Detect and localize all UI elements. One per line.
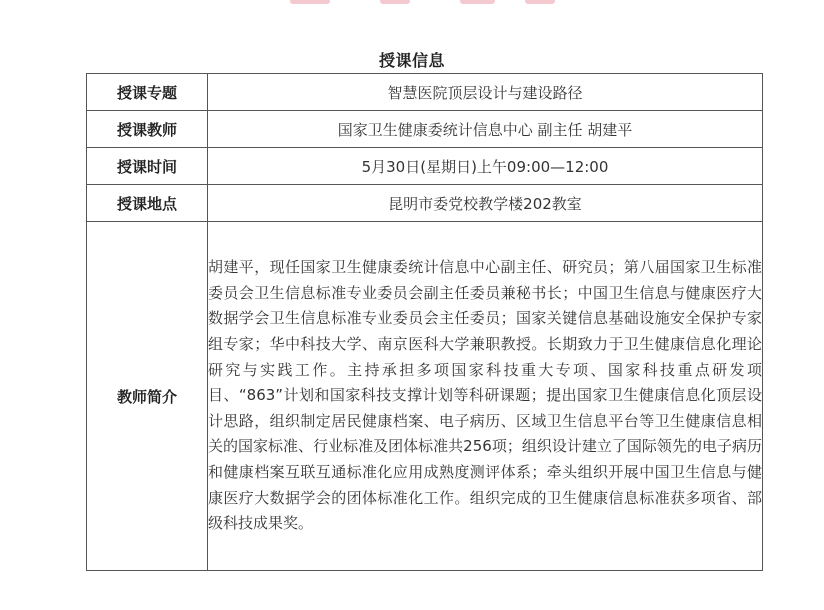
row-value: 智慧医院顶层设计与建设路径 xyxy=(208,74,763,111)
section-title: 授课信息 xyxy=(378,51,445,70)
table-row-topic xyxy=(87,74,763,111)
row-value: 5月30日(星期日)上午09:00—12:00 xyxy=(208,148,763,185)
bio-label: 教师简介 xyxy=(87,222,208,571)
table-row-time xyxy=(87,148,763,185)
row-label: 授课时间 xyxy=(87,148,208,185)
row-label: 授课专题 xyxy=(87,74,208,111)
lecture-info-table xyxy=(86,73,763,571)
table-row-bio xyxy=(87,222,763,571)
row-value: 国家卫生健康委统计信息中心 副主任 胡建平 xyxy=(208,111,763,148)
bio-text: 胡建平，现任国家卫生健康委统计信息中心副主任、研究员；第八届国家卫生标准委员会卫生信息标准专业委员会副主任委员兼秘书长；中国卫生信息与健康医疗大数据学会卫生信息标准专业委员会主任委员；国家关键信息基础设施安全保护专家组专家；华中科技大学、南京医科大学兼职教授。长期致力于卫生健康信息化理论研究与实践工作。主持承担多项国家科技重大专项、国家科技重点研发项目、“863”计划和国家科技支撑计划等科研课题；提出国家卫生健康信息化顶层设计思路，组织制定居民健康档案、电子病历、区域卫生信息平台等卫生健康信息相关的国家标准、行业标准及团体标准共256项；组织设计建立了国际领先的电子病历和健康档案互联互通标准化应用成熟度测评体系；牵头组织开展中国卫生信息与健康医疗大数据学会的团体标准化工作。组织完成的卫生健康信息标准获多项省、部级科技成果奖。 xyxy=(208,222,763,571)
table-row-location xyxy=(87,185,763,222)
row-label: 授课地点 xyxy=(87,185,208,222)
row-value: 昆明市委党校教学楼202教室 xyxy=(208,185,763,222)
row-label: 授课教师 xyxy=(87,111,208,148)
table-row-teacher xyxy=(87,111,763,148)
top-decoration xyxy=(270,0,560,6)
